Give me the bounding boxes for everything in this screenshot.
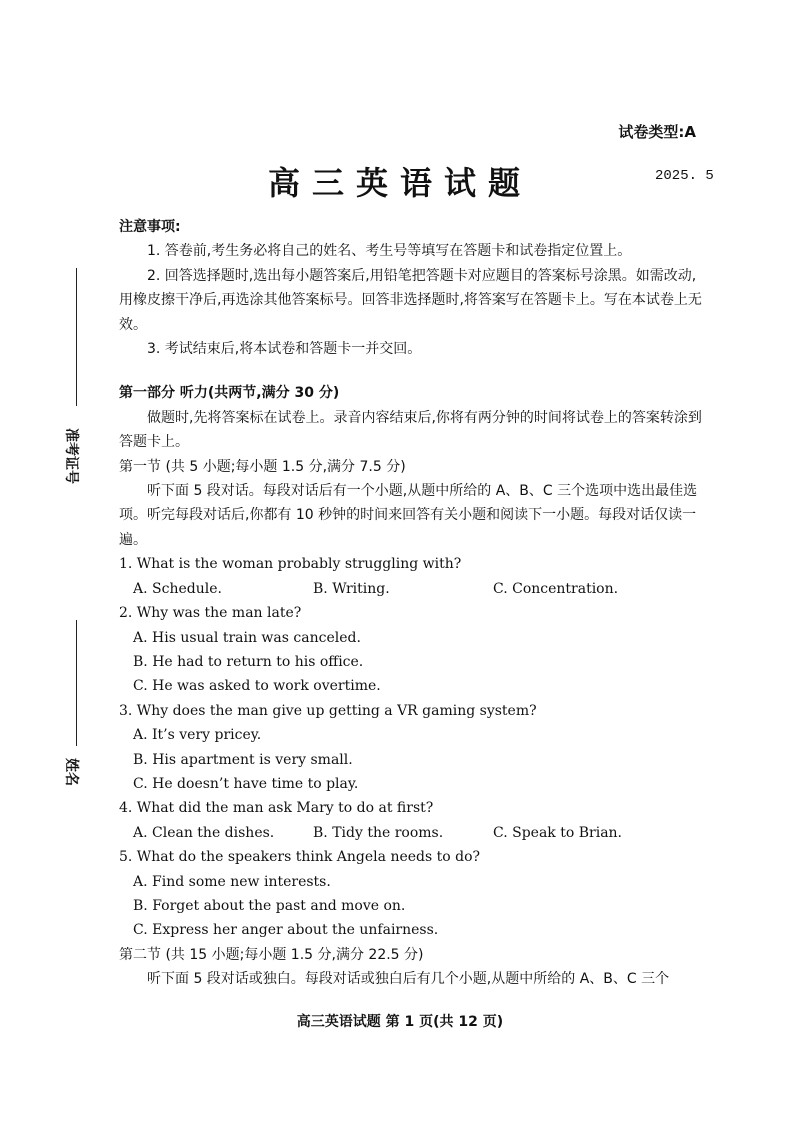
- notice-item-3: 3. 考试结束后,将本试卷和答题卡一并交回。: [147, 341, 422, 358]
- option: A. It’s very pricey.: [133, 727, 262, 744]
- notice-item-2: 2. 回答选择题时,选出每小题答案后,用铅笔把答题卡对应题目的答案标号涂黑。如需改动,用橡皮擦干净后,再选涂其他答案标号。回答非选择题时,将答案写在答题卡上。写在本试卷上无效。: [119, 267, 702, 333]
- section1-instruction: 听下面 5 段对话。每段对话后有一个小题,从题中所给的 A、B、C 三个选项中选出最佳选项。听完每段对话后,你都有 10 秒钟的时间来回答有关小题和阅读下一小题。每段对话仅读一遍。: [119, 483, 698, 548]
- notice-item-1: 1. 答卷前,考生务必将自己的姓名、考生号等填写在答题卡和试卷指定位置上。: [147, 243, 632, 260]
- page-title: 高三英语试题: [267, 164, 532, 202]
- question-stem: 1. What is the woman probably struggling with?: [119, 556, 462, 573]
- option: A. Clean the dishes.: [133, 824, 275, 841]
- options-row: [119, 577, 704, 601]
- option: C. Express her anger about the unfairness.: [133, 922, 439, 939]
- section2-instruction: 听下面 5 段对话或独白。每段对话或独白后有几个小题,从题中所给的 A、B、C 三个: [147, 971, 670, 988]
- section1-heading: 第一节 (共 5 小题;每小题 1.5 分,满分 7.5 分): [119, 458, 406, 475]
- option: B. Writing.: [313, 580, 390, 597]
- name-label: 姓名: [63, 758, 79, 786]
- notice-heading: 注意事项:: [119, 219, 181, 235]
- name-line: [76, 620, 77, 746]
- page-footer: 高三英语试题 第 1 页(共 12 页): [296, 1014, 504, 1030]
- question-stem: 4. What did the man ask Mary to do at first?: [119, 800, 434, 817]
- option: A. Schedule.: [133, 580, 222, 597]
- section2-heading: 第二节 (共 15 小题;每小题 1.5 分,满分 22.5 分): [119, 946, 424, 963]
- options-row: [119, 821, 704, 845]
- option: C. He doesn’t have time to play.: [133, 775, 359, 792]
- exam-content: [119, 215, 704, 992]
- option: C. Speak to Brian.: [493, 824, 623, 841]
- option: B. Tidy the rooms.: [313, 824, 444, 841]
- option: B. He had to return to his office.: [133, 653, 364, 670]
- option: B. His apartment is very small.: [133, 751, 353, 768]
- part1-heading: 第一部分 听力(共两节,满分 30 分): [119, 385, 340, 402]
- option: C. He was asked to work overtime.: [133, 678, 381, 695]
- part1-instruction: 做题时,先将答案标在试卷上。录音内容结束后,你将有两分钟的时间将试卷上的答案转涂到答题卡上。: [119, 409, 702, 451]
- exam-type-label: 试卷类型:A: [618, 123, 696, 141]
- ticket-number-label: 准考证号: [63, 428, 79, 484]
- option: A. Find some new interests.: [133, 873, 331, 890]
- option: B. Forget about the past and move on.: [133, 897, 406, 914]
- question-stem: 2. Why was the man late?: [119, 605, 302, 622]
- question-stem: 3. Why does the man give up getting a VR gaming system?: [119, 702, 537, 719]
- ticket-number-line: [76, 268, 77, 406]
- option: C. Concentration.: [493, 580, 619, 597]
- question-stem: 5. What do the speakers think Angela needs to do?: [119, 849, 481, 866]
- option: A. His usual train was canceled.: [133, 629, 361, 646]
- exam-date: 2025. 5: [655, 168, 714, 184]
